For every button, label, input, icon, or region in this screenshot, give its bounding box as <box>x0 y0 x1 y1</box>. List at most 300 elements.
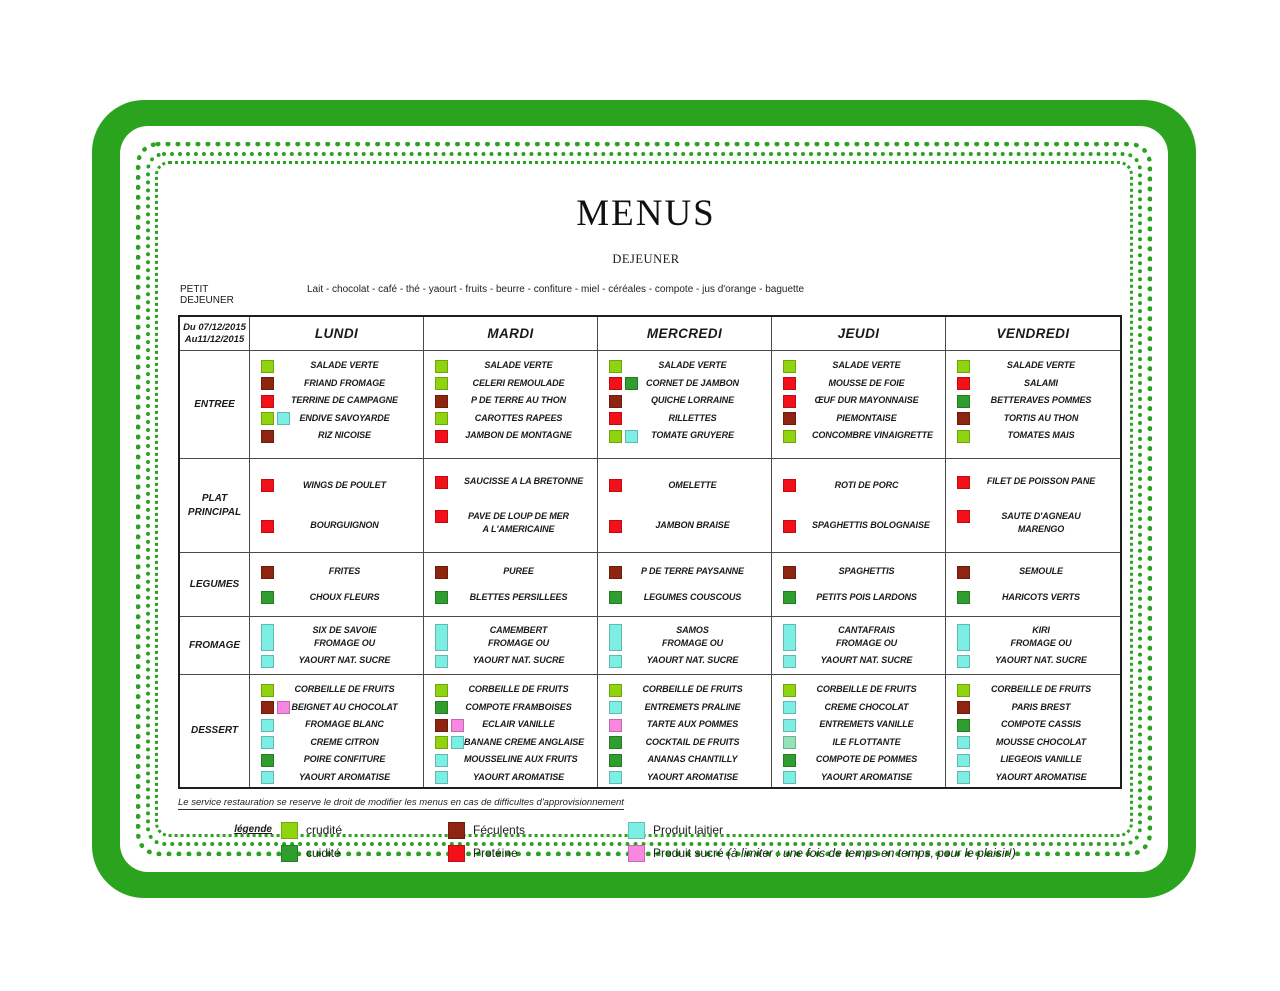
category-squares <box>598 718 638 732</box>
menu-item-label: CELERI REMOULADE <box>472 377 565 388</box>
menu-item <box>424 736 597 750</box>
menu-item-text <box>812 394 945 407</box>
menu-item-label: BETTERAVES POMMES <box>990 395 1092 405</box>
menu-item <box>772 736 945 750</box>
menu-item <box>250 753 423 767</box>
menu-frame <box>92 100 1196 898</box>
menu-item-text <box>986 394 1120 407</box>
menu-item <box>250 683 423 697</box>
menu-item-label: CONCOMBRE VINAIGRETTE <box>812 430 933 440</box>
category-squares <box>772 771 812 785</box>
square-produit-sucre <box>451 719 464 732</box>
row-label: LEGUMES <box>180 553 250 617</box>
menu-item-label: TORTIS AU THON <box>1003 412 1079 423</box>
menu-item-label: JAMBON BRAISE <box>655 520 730 530</box>
category-squares <box>946 359 986 373</box>
menu-item-label: COMPOTE CASSIS <box>1000 719 1082 729</box>
square-produit-laitier <box>609 771 622 784</box>
menu-item-label: POIRE CONFITURE <box>303 754 386 764</box>
menu-item-text <box>638 591 771 604</box>
menu-item <box>772 359 945 373</box>
category-squares <box>424 429 464 443</box>
category-squares <box>424 771 464 785</box>
category-squares <box>424 412 464 426</box>
category-squares <box>424 510 464 524</box>
square-produit-laitier <box>277 412 290 425</box>
legend-label: cuidité <box>306 846 341 860</box>
menu-item-label: SPAGHETTIS BOLOGNAISE <box>812 520 930 530</box>
menu-item-text <box>986 565 1120 578</box>
square-crudite <box>957 684 970 697</box>
menu-item <box>424 510 597 536</box>
menu-item-text <box>464 753 602 766</box>
menu-item <box>772 394 945 408</box>
legend-label: Féculents <box>473 823 526 837</box>
menu-item-label: YAOURT AROMATISE <box>820 771 913 782</box>
category-squares <box>424 736 464 750</box>
menu-item-text <box>812 412 945 425</box>
category-squares <box>946 565 986 579</box>
square-feculents <box>261 566 274 579</box>
category-squares <box>424 718 464 732</box>
category-squares <box>250 565 290 579</box>
square-proteine <box>957 510 970 523</box>
category-squares <box>598 771 638 785</box>
square-proteine <box>609 412 622 425</box>
menu-item-text <box>638 519 771 532</box>
menu-item <box>598 591 771 605</box>
square-produit-laitier <box>261 719 274 732</box>
day-header: MERCREDI <box>598 317 772 351</box>
menu-item <box>598 565 771 579</box>
breakfast-items: Lait - chocolat - café - thé - yaourt - fruits - beurre - confiture - miel - céréales - compote - jus d'orange - baguette <box>307 284 805 295</box>
category-squares <box>946 412 986 426</box>
menu-item-label: MOUSSE DE FOIE <box>828 377 905 388</box>
menu-item <box>250 701 423 715</box>
category-squares <box>772 412 812 426</box>
menu-item <box>598 479 771 493</box>
category-squares <box>250 359 290 373</box>
menu-item-text <box>812 654 945 667</box>
category-squares <box>598 701 638 715</box>
menu-item-text <box>812 718 945 731</box>
square-produit-laitier <box>783 719 796 732</box>
square-produit-laitier <box>957 655 970 668</box>
day-header: LUNDI <box>250 317 424 351</box>
menu-item-label: PETITS POIS LARDONS <box>816 591 917 602</box>
menu-item-text <box>290 429 423 442</box>
menu-item-text <box>638 718 771 731</box>
menu-item-text <box>812 429 957 442</box>
menu-item <box>598 394 771 408</box>
category-squares <box>250 377 290 391</box>
square-cuidite <box>957 591 970 604</box>
category-squares <box>946 394 986 408</box>
menu-item-label: COMPOTE FRAMBOISES <box>465 701 572 712</box>
category-squares <box>946 701 986 715</box>
menu-item-label: FRIAND FROMAGE <box>303 377 386 388</box>
menu-item <box>598 753 771 767</box>
category-squares <box>598 683 638 697</box>
menu-cell <box>772 459 946 553</box>
menu-item <box>250 429 423 443</box>
menu-item <box>772 412 945 426</box>
square-proteine <box>261 479 274 492</box>
menu-item-text <box>986 736 1120 749</box>
square-cuidite <box>435 591 448 604</box>
menu-item-text <box>290 624 423 650</box>
menu-item <box>424 394 597 408</box>
legend-column <box>281 821 448 862</box>
menu-item-label: CORNET DE JAMBON <box>646 377 739 388</box>
menu-item-label: ŒUF DUR MAYONNAISE <box>814 395 919 405</box>
menu-item-label: CORBEILLE DE FRUITS <box>990 684 1092 694</box>
menu-item-label: BLETTES PERSILLEES <box>469 591 568 602</box>
menu-item-label: PARIS BREST <box>1011 701 1071 712</box>
menu-item-label: ENTREMETS VANILLE <box>819 719 914 729</box>
menu-cell <box>250 617 424 675</box>
menu-item-label: YAOURT AROMATISE <box>472 771 565 782</box>
day-header: VENDREDI <box>946 317 1120 351</box>
menu-cell <box>946 617 1120 675</box>
square-produit-laitier <box>957 624 970 651</box>
menu-item <box>598 718 771 732</box>
menu-item-text <box>290 718 423 731</box>
menu-item-text <box>812 377 945 390</box>
menu-cell <box>598 617 772 675</box>
square-cuidite <box>609 591 622 604</box>
square-produit-laitier <box>435 655 448 668</box>
menu-item <box>424 753 597 767</box>
category-squares <box>598 736 638 750</box>
menu-item-text <box>638 736 771 749</box>
square-feculents <box>609 395 622 408</box>
menu-item-label: P DE TERRE PAYSANNE <box>641 566 744 576</box>
menu-item-text <box>638 565 771 578</box>
menu-item-text <box>812 683 945 696</box>
menu-item <box>424 654 597 668</box>
menu-item-label: BOURGUIGNON <box>310 520 379 530</box>
menu-item-label: TOMATES MAIS <box>1007 430 1075 440</box>
menu-item-label: CORBEILLE DE FRUITS <box>642 684 743 694</box>
menu-item <box>598 683 771 697</box>
menu-item-text <box>464 624 597 650</box>
menu-item <box>772 565 945 579</box>
square-feculents <box>435 566 448 579</box>
menu-item <box>424 624 597 652</box>
legend-label: Protéine <box>473 846 518 860</box>
menu-item-label: SAUTE D'AGNEAU <box>1001 510 1081 521</box>
category-squares <box>250 519 290 533</box>
square-proteine <box>435 476 448 489</box>
menu-item-label: JAMBON DE MONTAGNE <box>465 430 572 440</box>
menu-item-label: PUREE <box>503 566 534 576</box>
legend <box>222 821 1122 862</box>
date-line: Au11/12/2015 <box>184 333 245 345</box>
menu-item <box>250 359 423 373</box>
menu-item <box>250 654 423 668</box>
menu-cell <box>772 617 946 675</box>
square-crudite <box>957 430 970 443</box>
category-squares <box>424 394 464 408</box>
square-feculents <box>448 822 465 839</box>
square-produit-laitier <box>625 430 638 443</box>
square-crudite <box>261 360 274 373</box>
category-squares <box>772 359 812 373</box>
menu-item-label: YAOURT AROMATISE <box>298 771 391 782</box>
menu-item <box>598 654 771 668</box>
square-cuidite <box>783 754 796 767</box>
category-squares <box>250 683 290 697</box>
menu-item-label: SALADE VERTE <box>310 360 379 370</box>
menu-item-text <box>812 479 945 492</box>
menu-item-label: ENDIVE SAVOYARDE <box>299 412 390 423</box>
category-squares <box>424 683 464 697</box>
menu-item <box>424 475 597 489</box>
menu-item <box>250 771 423 785</box>
category-squares <box>946 591 986 605</box>
menu-item-label: SALADE VERTE <box>832 360 901 370</box>
category-squares <box>772 394 812 408</box>
menu-cell <box>250 351 424 459</box>
menu-item-label: ROTI DE PORC <box>834 479 899 490</box>
category-squares <box>250 753 290 767</box>
category-squares <box>772 591 812 605</box>
menu-item-label: MARENGO <box>1017 523 1065 534</box>
menu-item-label: PIEMONTAISE <box>836 412 897 423</box>
square-produit-laitier <box>261 655 274 668</box>
menu-item-text <box>638 429 771 442</box>
legend-label: Produit laitier <box>653 823 724 837</box>
menu-item-label: COCKTAIL DE FRUITS <box>645 736 740 747</box>
menu-item <box>250 736 423 750</box>
menu-item <box>772 701 945 715</box>
category-squares <box>424 565 464 579</box>
menu-item <box>598 519 771 533</box>
square-crudite <box>261 684 274 697</box>
menu-item-text <box>290 394 423 407</box>
footnote: Le service restauration se reserve le droit de modifier les menus en cas de difficultes d'approvisionnement <box>178 797 624 808</box>
menu-item-text <box>638 412 771 425</box>
square-produit-laitier <box>261 624 274 651</box>
menu-item-text <box>290 771 423 784</box>
menu-cell <box>772 675 946 787</box>
square-feculents <box>261 430 274 443</box>
menu-item-label: BEIGNET AU CHOCOLAT <box>291 701 398 712</box>
square-crudite <box>435 684 448 697</box>
category-squares <box>250 591 290 605</box>
menu-item-text <box>464 412 597 425</box>
category-squares <box>772 479 812 493</box>
category-squares <box>598 394 638 408</box>
menu-item-label: YAOURT NAT. SUCRE <box>820 655 913 665</box>
category-squares <box>424 624 464 652</box>
menu-item <box>946 565 1120 579</box>
square-crudite <box>261 412 274 425</box>
square-produit-sucre <box>609 719 622 732</box>
menu-item-text <box>464 736 608 749</box>
category-squares <box>598 753 638 767</box>
menu-item-text <box>464 510 597 536</box>
menu-item-text <box>812 359 945 372</box>
category-squares <box>250 394 290 408</box>
menu-item <box>598 624 771 652</box>
menu-item <box>598 429 771 443</box>
category-squares <box>946 429 986 443</box>
menu-item-label: SEMOULE <box>1019 566 1063 576</box>
menu-item-label: WINGS DE POULET <box>302 479 386 490</box>
menu-item <box>772 753 945 767</box>
category-squares <box>598 654 638 668</box>
menu-item <box>598 412 771 426</box>
menu-item-text <box>290 359 423 372</box>
menu-item-text <box>290 377 423 390</box>
menu-item <box>250 591 423 605</box>
row-label: PLAT PRINCIPAL <box>180 459 250 553</box>
menu-item <box>946 753 1120 767</box>
square-cuidite <box>609 736 622 749</box>
menu-cell <box>598 351 772 459</box>
menu-item <box>598 771 771 785</box>
menu-item <box>250 412 423 426</box>
menu-item-text <box>986 359 1120 372</box>
day-header: JEUDI <box>772 317 946 351</box>
menu-item-text <box>290 412 423 425</box>
category-squares <box>946 683 986 697</box>
menu-cell <box>250 459 424 553</box>
menu-cell <box>424 553 598 617</box>
meal-subtitle: DEJEUNER <box>612 252 680 266</box>
category-squares <box>772 429 812 443</box>
menu-item-label: CHOUX FLEURS <box>309 591 380 602</box>
menu-cell <box>946 675 1120 787</box>
legend-column <box>448 821 628 862</box>
square-produit-laitier <box>261 771 274 784</box>
menu-item-text <box>812 591 945 604</box>
category-squares <box>598 591 638 605</box>
square-proteine <box>783 395 796 408</box>
menu-item-text <box>638 624 771 650</box>
menu-item <box>250 394 423 408</box>
breakfast-row <box>170 284 1122 306</box>
menu-item-label: HARICOTS VERTS <box>1002 591 1080 602</box>
menu-item <box>772 624 945 652</box>
menu-item <box>772 519 945 533</box>
footnote-row <box>178 792 1122 810</box>
menu-item <box>946 394 1120 408</box>
menu-item-label: YAOURT AROMATISE <box>646 771 739 782</box>
menu-cell <box>250 553 424 617</box>
square-feculents <box>261 377 274 390</box>
square-proteine <box>609 377 622 390</box>
menu-cell <box>598 459 772 553</box>
category-squares <box>946 475 986 489</box>
menu-item-text <box>290 654 423 667</box>
square-cuidite <box>625 377 638 390</box>
breakfast-label: PETIT DEJEUNER <box>180 284 234 306</box>
menu-item-label: YAOURT AROMATISE <box>995 771 1087 782</box>
menu-item-text <box>290 519 423 532</box>
menu-item-label: FROMAGE OU <box>662 637 723 648</box>
legend-item <box>281 844 448 862</box>
category-squares <box>598 359 638 373</box>
menu-item-text <box>464 701 597 714</box>
menu-item-text <box>638 359 771 372</box>
category-squares <box>424 753 464 767</box>
menu-item-text <box>812 701 945 714</box>
square-cuidite <box>435 701 448 714</box>
menu-item-label: CAMEMBERT <box>489 624 548 635</box>
legend-item <box>628 844 1016 862</box>
row-label: ENTREE <box>180 351 250 459</box>
square-crudite <box>435 412 448 425</box>
square-produit-laitier <box>783 771 796 784</box>
square-cuidite <box>281 845 298 862</box>
square-crudite <box>783 684 796 697</box>
square-produit-sucre <box>628 845 645 862</box>
square-cuidite <box>261 754 274 767</box>
menu-item-label: YAOURT NAT. SUCRE <box>298 655 391 665</box>
menu-item-label: FILET DE POISSON PANE <box>986 476 1096 487</box>
menu-item-label: RIZ NICOISE <box>318 430 371 440</box>
menu-item <box>424 359 597 373</box>
square-proteine <box>609 479 622 492</box>
category-squares <box>598 624 638 652</box>
category-squares <box>250 736 290 750</box>
menu-cell <box>598 553 772 617</box>
menu-cell <box>424 675 598 787</box>
menu-item-label: OMELETTE <box>668 479 717 490</box>
category-squares <box>946 771 986 785</box>
menu-item <box>250 519 423 533</box>
menu-item-text <box>812 519 954 532</box>
menu-item-label: RILLETTES <box>668 412 717 423</box>
menu-item <box>772 429 945 443</box>
category-squares <box>946 736 986 750</box>
category-squares <box>946 510 986 524</box>
category-squares <box>424 475 464 489</box>
menu-item-text <box>464 718 597 731</box>
menu-item-text <box>464 683 597 696</box>
legend-item <box>448 821 628 839</box>
legend-note: (à limiter : une fois de temps en temps, pour le plaisir!) <box>727 846 1016 860</box>
category-squares <box>250 654 290 668</box>
category-squares <box>250 412 290 426</box>
legend-label: Produit sucré (à limiter : une fois de temps en temps, pour le plaisir!) <box>653 846 1016 860</box>
category-squares <box>598 429 638 443</box>
legend-item <box>448 844 628 862</box>
square-cuidite <box>609 754 622 767</box>
square-produit-sucre <box>277 701 290 714</box>
menu-item <box>424 683 597 697</box>
category-squares <box>772 624 812 652</box>
menu-item <box>772 591 945 605</box>
menu-item-label: SAMOS <box>676 624 709 635</box>
square-crudite <box>435 377 448 390</box>
menu-item-label: TARTE AUX POMMES <box>646 719 739 729</box>
menu-item <box>946 475 1120 489</box>
menu-item-label: SALADE VERTE <box>658 360 727 370</box>
square-produit-laitier <box>435 754 448 767</box>
category-squares <box>250 718 290 732</box>
menu-item <box>424 771 597 785</box>
menu-cell <box>250 675 424 787</box>
menu-item-text <box>986 771 1120 784</box>
menu-item-text <box>290 565 423 578</box>
category-squares <box>250 624 290 652</box>
square-proteine <box>261 520 274 533</box>
menu-item-text <box>638 683 771 696</box>
